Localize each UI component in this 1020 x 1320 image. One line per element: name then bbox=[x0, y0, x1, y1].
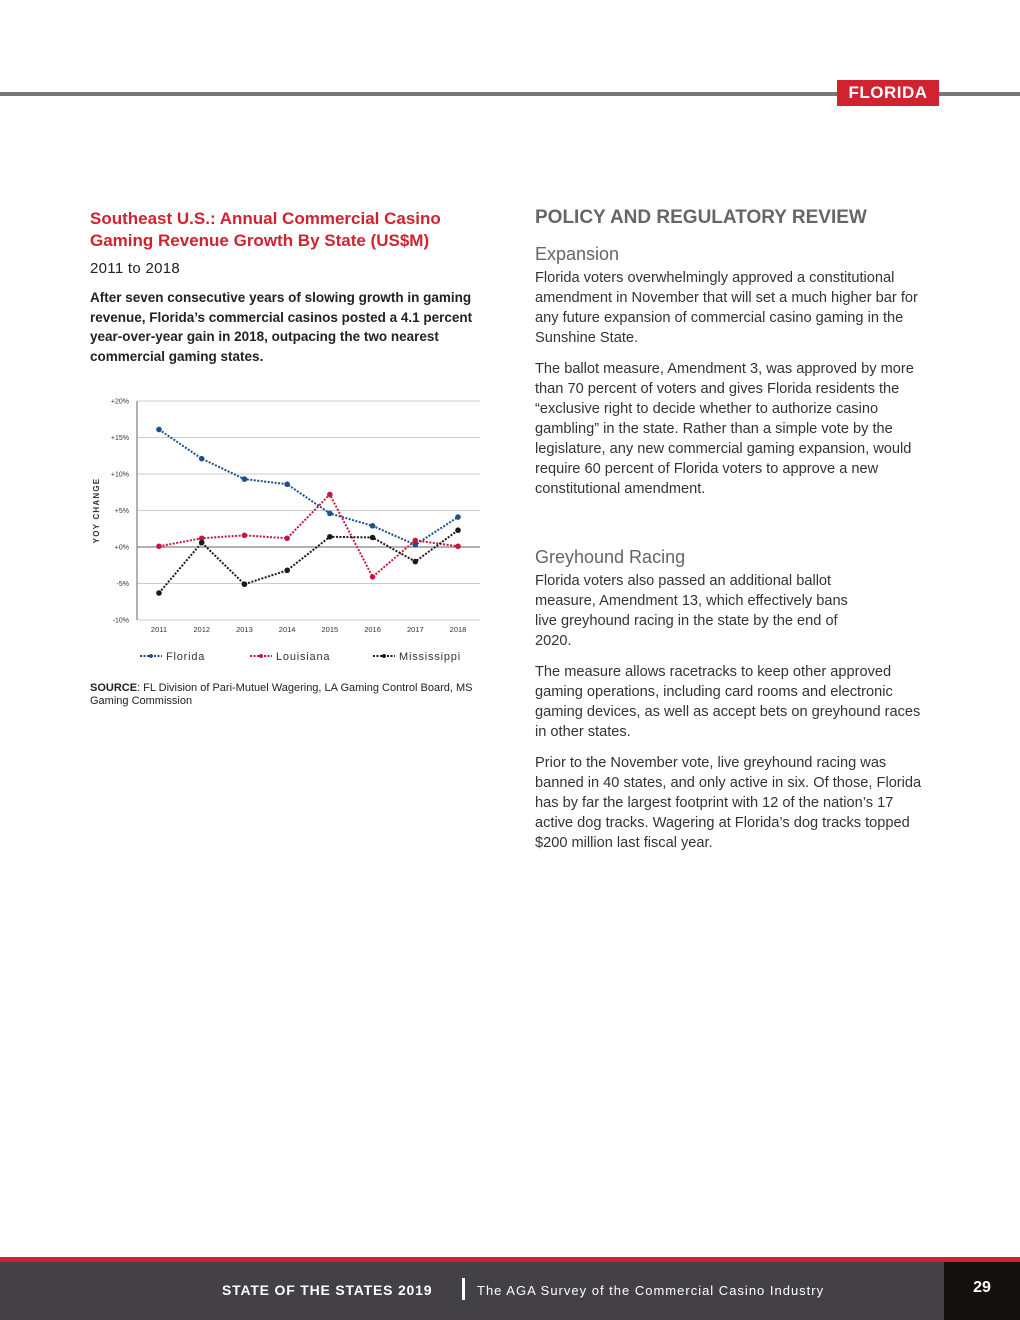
data-point-florida bbox=[327, 511, 333, 517]
chart-block bbox=[90, 208, 485, 366]
section-title-greyhound: Greyhound Racing bbox=[535, 547, 686, 567]
article-heading: POLICY AND REGULATORY REVIEW bbox=[535, 207, 867, 228]
data-point-mississippi bbox=[327, 534, 333, 540]
article bbox=[535, 208, 930, 864]
data-point-florida bbox=[370, 523, 376, 529]
chart-title: Southeast U.S.: Annual Commercial Casino Gaming Revenue Growth By State (US$M) bbox=[90, 209, 441, 250]
legend-marker bbox=[259, 654, 263, 658]
section-title-expansion: Expansion bbox=[535, 244, 620, 264]
data-point-mississippi bbox=[199, 540, 205, 546]
series-line-florida bbox=[159, 429, 458, 544]
y-tick-label: +0% bbox=[114, 544, 129, 552]
paragraph: The ballot measure, Amendment 3, was approved by more than 70 percent of voters and gives Florida residents the “exclusive right to decide whether to authorize casino gambling” in the state. Rather than a simple vote by the legislature, any new commercial gaming expansion, would require 60 percent of Florida voters to approve a new constitutional amendment. bbox=[535, 361, 914, 497]
x-tick-label: 2015 bbox=[321, 625, 339, 634]
chart-subtitle: 2011 to 2018 bbox=[90, 260, 181, 277]
data-point-mississippi bbox=[284, 568, 290, 574]
y-tick-label: +5% bbox=[114, 508, 129, 515]
data-point-louisiana bbox=[284, 535, 290, 541]
paragraph: Florida voters overwhelmingly approved a constitutional amendment in November that will set a much higher bar for any future expansion of commercial casino gaming in the Sunshine State. bbox=[535, 270, 918, 346]
page-number: 29 bbox=[944, 1262, 1020, 1320]
data-point-louisiana bbox=[327, 492, 333, 498]
paragraph: Florida voters also passed an additional ballot measure, Amendment 13, which effectively bans live greyhound racing in the state by the end of 2020. bbox=[535, 573, 848, 649]
footer-title: STATE OF THE STATES 2019 bbox=[222, 1282, 433, 1298]
footer-divider bbox=[462, 1278, 465, 1300]
data-point-florida bbox=[242, 476, 248, 482]
y-axis-label: YOY CHANGE bbox=[92, 477, 101, 544]
data-point-mississippi bbox=[242, 581, 248, 587]
paragraph: The measure allows racetracks to keep other approved gaming operations, including card rooms and electronic gaming devices, as well as accept bets on greyhound races in other states. bbox=[535, 664, 921, 740]
line-chart bbox=[85, 390, 485, 675]
source-label: SOURCE bbox=[90, 682, 138, 694]
x-tick-label: 2017 bbox=[406, 625, 424, 634]
x-tick-label: 2013 bbox=[236, 625, 253, 634]
legend-label: Louisiana bbox=[276, 651, 331, 663]
x-tick-label: 2012 bbox=[193, 625, 211, 634]
data-point-louisiana bbox=[156, 543, 162, 549]
data-point-florida bbox=[156, 427, 162, 433]
data-point-mississippi bbox=[412, 559, 418, 565]
footer-subtitle: The AGA Survey of the Commercial Casino Industry bbox=[477, 1283, 825, 1298]
legend-marker bbox=[382, 654, 386, 658]
y-tick-label: -10% bbox=[112, 617, 129, 625]
data-point-louisiana bbox=[242, 533, 248, 539]
y-tick-label: +15% bbox=[110, 435, 129, 442]
legend-label: Mississippi bbox=[399, 651, 461, 663]
data-point-florida bbox=[199, 456, 205, 462]
y-tick-label: +20% bbox=[110, 398, 129, 406]
series-line-louisiana bbox=[159, 494, 458, 576]
source-text: : FL Division of Pari-Mutuel Wagering, LA Gaming Control Board, MS Gaming Commission bbox=[90, 682, 473, 707]
data-point-mississippi bbox=[370, 535, 376, 541]
legend-label: Florida bbox=[166, 651, 206, 663]
data-point-mississippi bbox=[455, 527, 461, 533]
x-tick-label: 2016 bbox=[364, 625, 381, 634]
legend-marker bbox=[149, 654, 153, 658]
data-point-louisiana bbox=[370, 574, 376, 580]
x-tick-label: 2018 bbox=[449, 625, 467, 634]
y-tick-label: +10% bbox=[110, 471, 129, 479]
footer bbox=[0, 1257, 1020, 1320]
chart-description: After seven consecutive years of slowing growth in gaming revenue, Florida’s commercial casinos posted a 4.1 percent year-over-year gain in 2018, outpacing the two nearest commercial gaming states. bbox=[90, 290, 473, 364]
paragraph: Prior to the November vote, live greyhound racing was banned in 40 states, and only active in six. Of those, Florida has by far the largest footprint with 12 of the nation’s 17 active dog tracks. Wagering at Florida’s dog tracks topped $200 million last fiscal year. bbox=[535, 755, 922, 851]
data-point-florida bbox=[455, 514, 461, 520]
y-tick-label: -5% bbox=[116, 581, 129, 588]
data-point-florida bbox=[284, 481, 290, 487]
x-tick-label: 2011 bbox=[150, 625, 168, 634]
data-point-mississippi bbox=[156, 590, 162, 596]
chart-source bbox=[90, 682, 490, 708]
x-tick-label: 2014 bbox=[278, 625, 296, 634]
data-point-louisiana bbox=[455, 543, 461, 549]
data-point-louisiana bbox=[412, 538, 418, 544]
section-tag: FLORIDA bbox=[837, 80, 939, 106]
